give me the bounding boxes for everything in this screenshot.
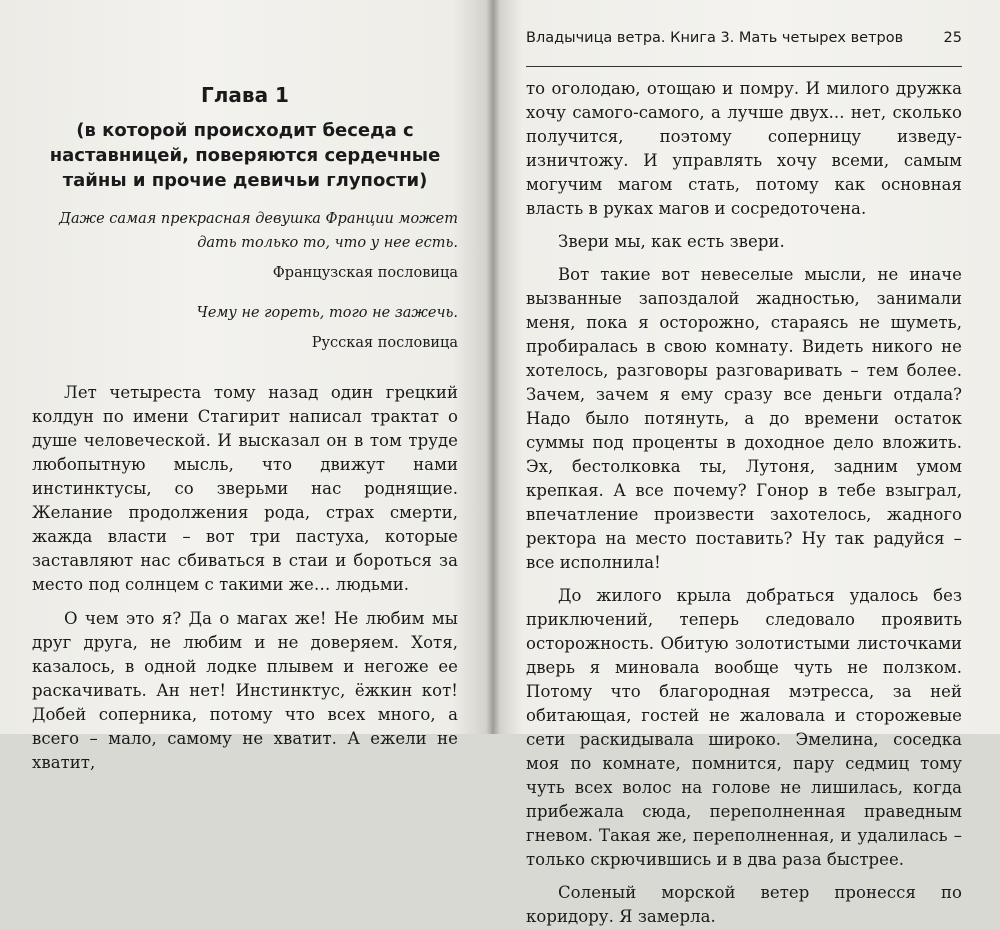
epigraph-attribution: Французская пословица <box>272 265 458 281</box>
paragraph: то оголодаю, отощаю и помру. И милого дружка хочу самого-самого, а лучше двух... нет, сколько получится, поэтому соперницу изведу-изничтожу. И управлять хочу всеми, самым могучим магом стать, потому как основная власть в руках магов и сосредоточена. <box>526 79 962 218</box>
paragraph: Соленый морской ветер пронесся по коридору. Я замерла. <box>526 883 962 926</box>
book-gutter <box>486 0 500 734</box>
right-body-text <box>526 77 962 929</box>
epigraph-attribution: Русская пословица <box>311 335 458 351</box>
running-header-title: Владычица ветра. Книга 3. Мать четырех ветров <box>526 30 904 46</box>
paragraph: О чем это я? Да о магах же! Не любим мы друг друга, не любим и не доверяем. Хотя, казалось, в одной лодке плывем и негоже ее раскачивать. Ан нет! Инстинктус, ёжкин кот! Добей соперника, потому что всех много, а всего – мало, самому не хватит. А ежели не хватит, <box>32 609 458 772</box>
paragraph: Вот такие вот невеселые мысли, не иначе вызванные запоздалой жадностью, занимали меня, пока я осторожно, стараясь не шуметь, пробиралась в свою комнату. Видеть никого не хотелось, разговоры разговаривать – тем более. Зачем, зачем я ему сразу все деньги отдала? Надо было потянуть, а до времени остаток суммы под проценты в доходное дело вложить. Эх, бестолковка ты, Лутоня, задним умом крепкая. А все почему? Гонор в тебе взыграл, впечатление произвести захотелось, жадного ректора на место поставить? Ну так радуйся – все исполнила! <box>526 265 962 572</box>
chapter-title: Глава 1 <box>201 83 289 107</box>
epigraph-quote: Чему не гореть, того не зажечь. <box>196 305 458 321</box>
right-page <box>492 0 1000 926</box>
running-header <box>526 24 962 67</box>
paragraph: Лет четыреста тому назад один грецкий колдун по имени Стагирит написал трактат о душе человеческой. И высказал он в том труде любопытную мысль, что движут нами инстинктусы, со зверьми нас роднящие. Желание продолжения рода, страх смерти, жажда власти – вот три пастуха, которые заставляют нас сбиваться в стаи и бороться за место под солнцем с такими же… людьми. <box>32 383 458 594</box>
chapter-subtitle: (в которой происходит беседа с наставницей, поверяются сердечные тайны и прочие девичьи глупости) <box>49 120 441 191</box>
paragraph: До жилого крыла добраться удалось без приключений, теперь следовало проявить осторожность. Обитую золотистыми листочками дверь я миновала вообще чуть не ползком. Потому что благородная мэтресса, за ней обитающая, гостей не жаловала и сторожевые сети раскидывала широко. Эмелина, соседка моя по комнате, помнится, пару седмиц тому чуть всех волос на голове не лишилась, когда прибежала сюда, переполненная праведным гневом. Такая же, переполненная, и удалилась – только скрючившись и в два раза быстрее. <box>526 586 962 869</box>
epigraph-1 <box>32 207 458 285</box>
epigraph-quote: Даже самая прекрасная девушка Франции может дать только то, что у нее есть. <box>59 211 458 251</box>
left-body-text <box>32 381 458 775</box>
left-page <box>0 0 492 772</box>
page-number: 25 <box>943 30 962 46</box>
epigraph-2 <box>32 301 458 355</box>
paragraph: Звери мы, как есть звери. <box>558 232 785 251</box>
